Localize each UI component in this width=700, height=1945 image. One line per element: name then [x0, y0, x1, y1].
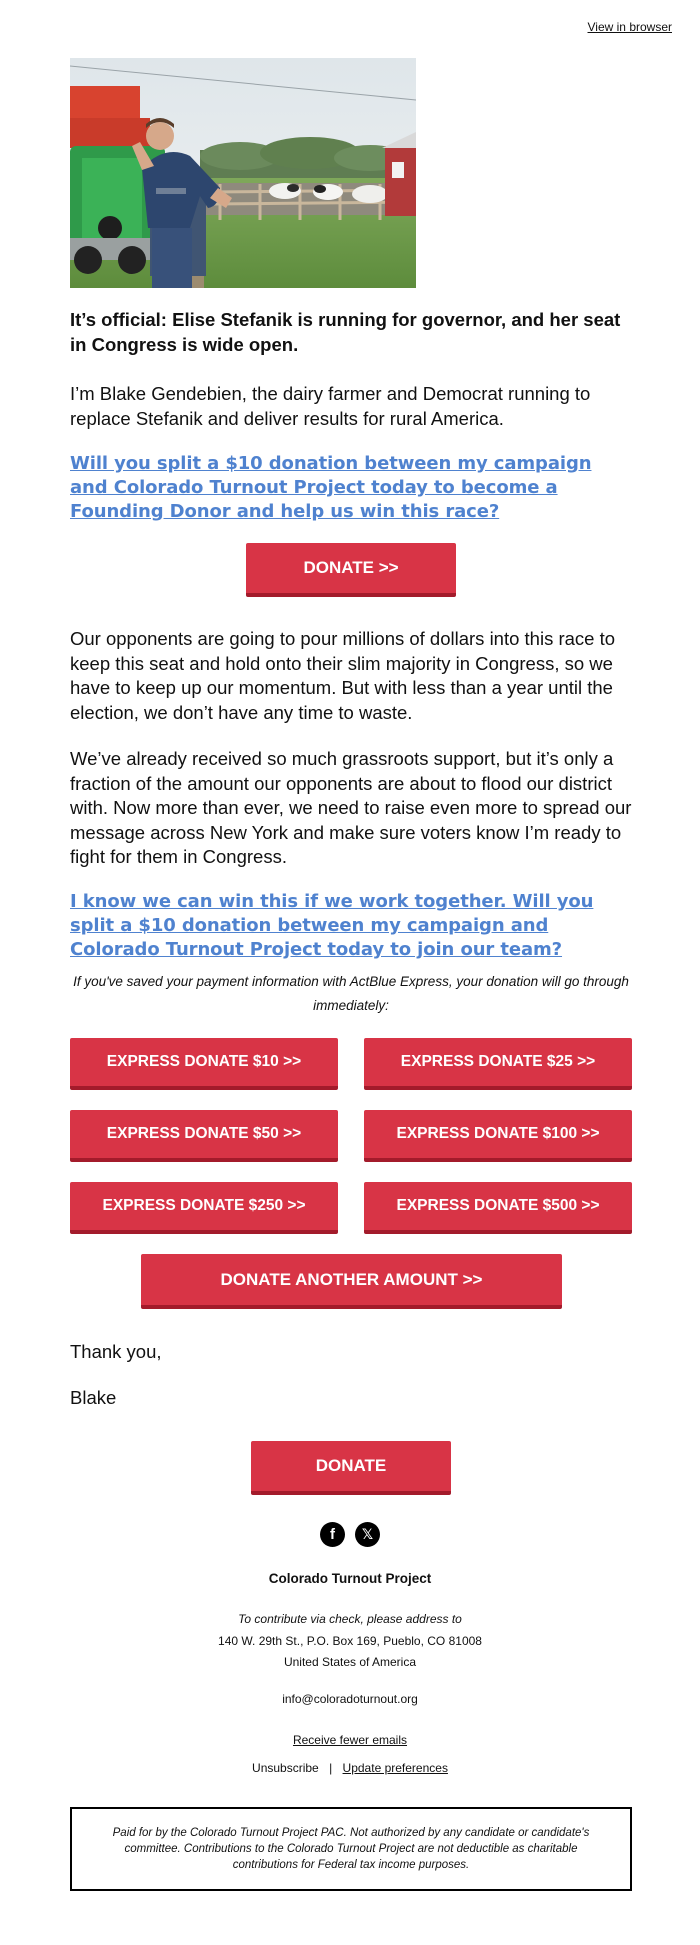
- headline-block: [70, 308, 632, 357]
- signature-block: [70, 1386, 632, 1411]
- intro-block: [70, 382, 632, 431]
- intro-paragraph: I’m Blake Gendebien, the dairy farmer and Democrat running to replace Stefanik and deliver results for rural America.: [70, 383, 591, 429]
- facebook-icon[interactable]: f: [320, 1522, 345, 1547]
- thanks-text: Thank you,: [70, 1341, 162, 1362]
- express-donate-100-button[interactable]: EXPRESS DONATE $100 >>: [364, 1110, 632, 1162]
- unsubscribe-link[interactable]: Unsubscribe: [252, 1761, 319, 1775]
- express-donate-10-button[interactable]: EXPRESS DONATE $10 >>: [70, 1038, 338, 1090]
- donate-button-top[interactable]: DONATE >>: [246, 543, 456, 597]
- cta-link-join-team[interactable]: I know we can win this if we work together. Will you split a $10 donation between my campaign and Colorado Turnout Project today to join our team?: [70, 891, 594, 960]
- disclaimer-box: [70, 1807, 632, 1891]
- link-separator: |: [329, 1761, 333, 1775]
- support-paragraph: We’ve already received so much grassroots support, but it’s only a fraction of the amount our opponents are about to flood our district with. Now more than ever, we need to raise even more to spread our message across New York and make sure voters know I’m ready to fight for them in Congress.: [70, 748, 632, 867]
- mailing-address: 140 W. 29th St., P.O. Box 169, Pueblo, CO 81008: [218, 1634, 482, 1648]
- express-note: If you've saved your payment information with ActBlue Express, your donation will go through immediately:: [73, 974, 629, 1013]
- receive-fewer-emails-link[interactable]: Receive fewer emails: [292, 1733, 408, 1747]
- view-in-browser-link[interactable]: View in browser: [587, 20, 672, 34]
- opponents-paragraph: Our opponents are going to pour millions of dollars into this race to keep this seat and hold onto their slim majority in Congress, so we have to keep up our momentum. But with less than a year until the election, we don’t have any time to waste.: [70, 628, 616, 723]
- express-donate-250-button[interactable]: EXPRESS DONATE $250 >>: [70, 1182, 338, 1234]
- check-note: To contribute via check, please address to: [238, 1612, 462, 1626]
- opponents-block: [70, 627, 632, 725]
- org-name: Colorado Turnout Project: [268, 1571, 432, 1586]
- cta-block-1: [70, 452, 632, 524]
- cta-block-2: [70, 890, 632, 962]
- signature-text: Blake: [70, 1387, 117, 1408]
- cta-link-founding-donor[interactable]: Will you split a $10 donation between my campaign and Colorado Turnout Project today to become a Founding Donor and help us win this race?: [70, 453, 592, 522]
- headline: It’s official: Elise Stefanik is running for governor, and her seat in Congress is wide open.: [70, 309, 621, 355]
- disclaimer-text: Paid for by the Colorado Turnout Project PAC. Not authorized by any candidate or candidate's committee. Contributions to the Colorado Turnout Project are not deductible as charitable contributions for Federal tax income purposes.: [112, 1827, 590, 1871]
- social-links: [320, 1522, 380, 1547]
- express-donate-500-button[interactable]: EXPRESS DONATE $500 >>: [364, 1182, 632, 1234]
- update-preferences-link[interactable]: Update preferences: [342, 1761, 448, 1775]
- donate-another-amount-button[interactable]: DONATE ANOTHER AMOUNT >>: [141, 1254, 562, 1309]
- x-icon[interactable]: 𝕏: [355, 1522, 380, 1547]
- thanks-block: [70, 1340, 632, 1365]
- unsubscribe-row: [0, 1761, 700, 1775]
- express-donate-25-button[interactable]: EXPRESS DONATE $25 >>: [364, 1038, 632, 1090]
- support-block: [70, 747, 632, 870]
- contact-email: info@coloradoturnout.org: [282, 1692, 418, 1706]
- fewer-emails-row: [0, 1733, 700, 1747]
- country: United States of America: [283, 1655, 417, 1669]
- donate-button-bottom[interactable]: DONATE: [251, 1441, 451, 1495]
- hero-photo: [70, 58, 416, 288]
- express-donate-50-button[interactable]: EXPRESS DONATE $50 >>: [70, 1110, 338, 1162]
